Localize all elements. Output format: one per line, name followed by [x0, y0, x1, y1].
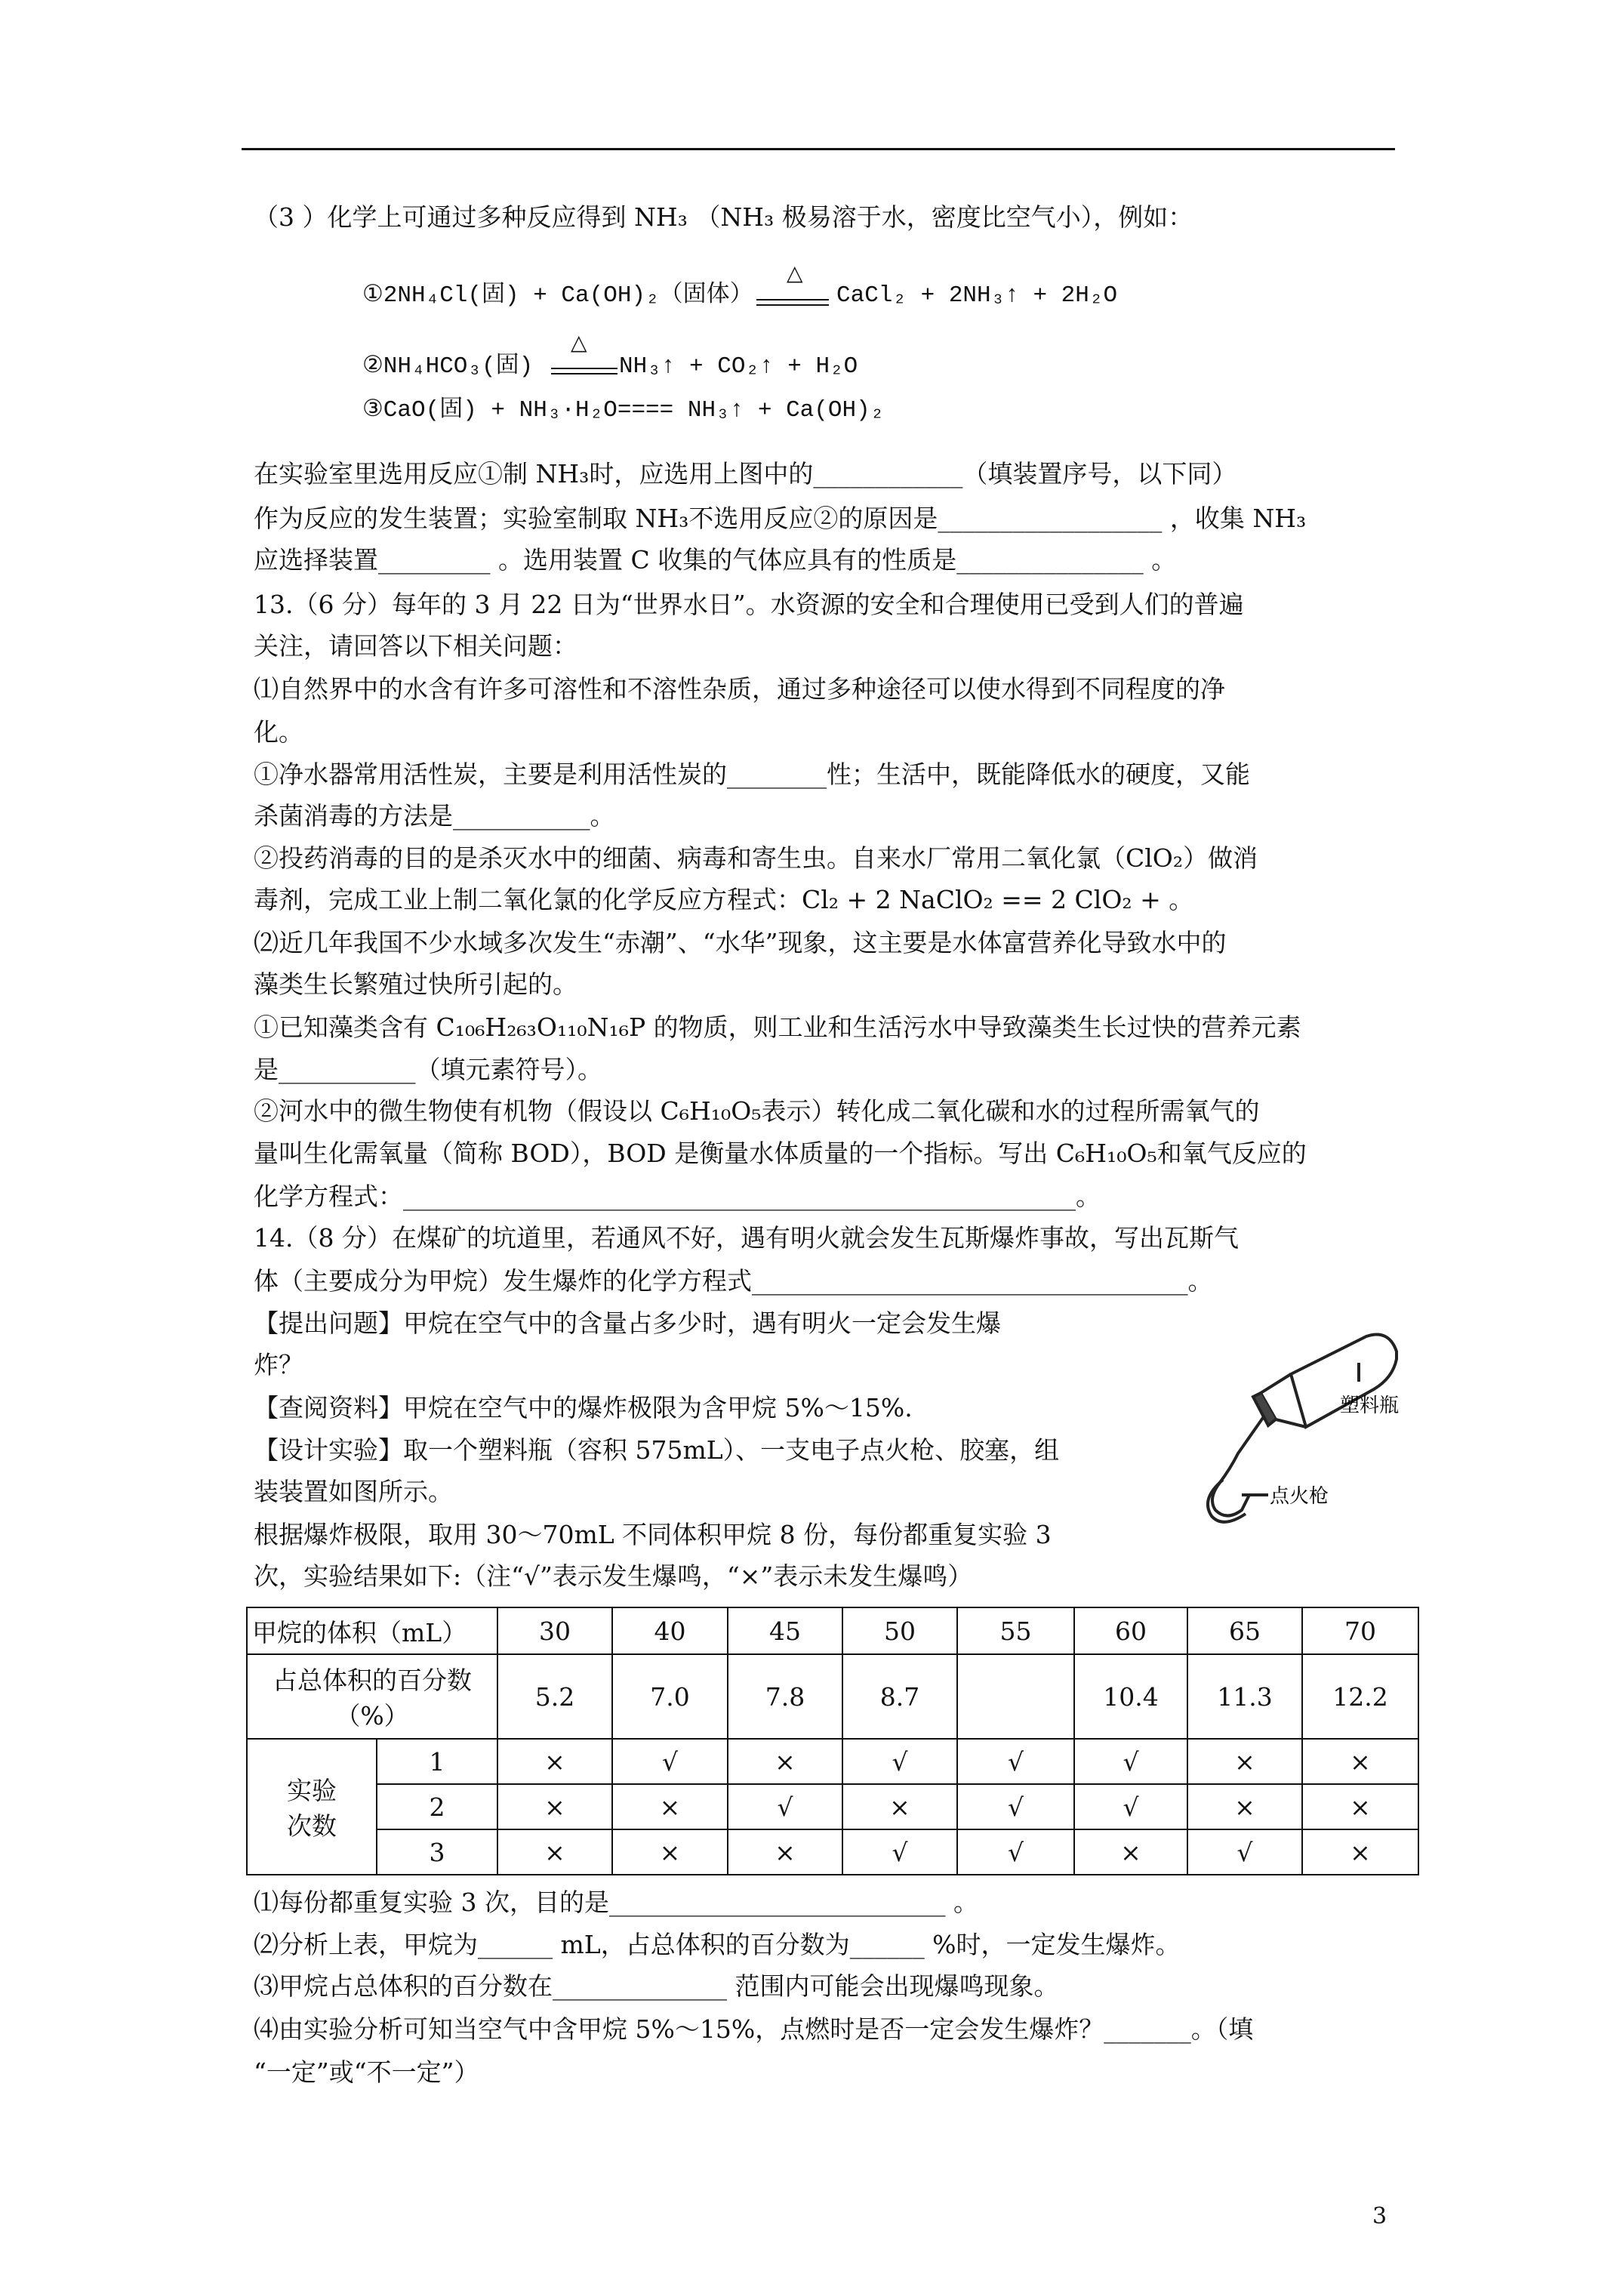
- reaction-2-left: ②NH₄HCO₃(固): [362, 353, 534, 380]
- result-cell: √: [957, 1829, 1074, 1875]
- q14-after-line: ⑶甲烷占总体积的百分数在______________ 范围内可能会出现爆鸣现象。: [254, 1971, 1059, 2001]
- q14-line: 装装置如图所示。: [254, 1477, 453, 1506]
- q14-line: 14.（8 分）在煤矿的坑道里，若通风不好，遇有明火就会发生瓦斯爆炸事故，写出瓦斯气: [254, 1223, 1239, 1253]
- q14-line: 【设计实验】取一个塑料瓶（容积 575mL）、一支电子点火枪、胶塞，组: [254, 1435, 1060, 1465]
- q13-line: 藻类生长繁殖过快所引起的。: [254, 969, 577, 999]
- trial-number: 1: [377, 1739, 497, 1784]
- percent-header: [247, 1654, 497, 1739]
- p3-line: 在实验室里选用反应①制 NH₃时，应选用上图中的____________（填装置序号，以下同）: [254, 459, 1237, 488]
- reaction-2-condition: △: [571, 330, 587, 355]
- table-row: [247, 1739, 1418, 1784]
- intro-text: （3 ）化学上可通过多种反应得到 NH₃ （NH₃ 极易溶于水，密度比空气小），例如：: [254, 202, 1193, 232]
- q13-line: 化。: [254, 717, 303, 747]
- result-cell: ×: [1074, 1829, 1187, 1875]
- table-row: [247, 1607, 1418, 1654]
- reaction-3: ③CaO(固) + NH₃·H₂O==== NH₃↑ + Ca(OH)₂: [362, 397, 885, 424]
- percent-cell: [957, 1654, 1074, 1739]
- q14-line: 炸？: [254, 1350, 303, 1379]
- q13-line: 关注，请回答以下相关问题：: [254, 631, 577, 661]
- q14-after-line: ⑴每份都重复实验 3 次，目的是___________________________ 。: [254, 1888, 978, 1917]
- q13-line: 毒剂，完成工业上制二氧化氯的化学反应方程式：Cl₂ + 2 NaClO₂ == 2 ClO₂ + 。: [254, 885, 1194, 914]
- gun-barrel: [1212, 1416, 1264, 1516]
- trial-number: 3: [377, 1829, 497, 1875]
- q14-line: 【查阅资料】甲烷在空气中的爆炸极限为含甲烷 5%～15%.: [254, 1393, 913, 1422]
- result-cell: ×: [842, 1784, 957, 1829]
- result-cell: √: [612, 1739, 728, 1784]
- volume-cell: 30: [497, 1607, 612, 1654]
- percent-header-unit: （%）: [335, 1701, 409, 1730]
- result-cell: ×: [1187, 1784, 1302, 1829]
- result-cell: ×: [497, 1784, 612, 1829]
- q14-line: 体（主要成分为甲烷）发生爆炸的化学方程式___________________________________。: [254, 1266, 1213, 1296]
- percent-cell: 7.0: [612, 1654, 728, 1739]
- table-row: [247, 1654, 1418, 1739]
- p3-line: 应选择装置_________ 。选用装置 C 收集的气体应具有的性质是_______________ 。: [254, 545, 1177, 575]
- q13-line: 13.（6 分）每年的 3 月 22 日为“世界水日”。水资源的安全和合理使用已受到人们的普遍: [254, 590, 1244, 619]
- reaction-2-equals: [551, 368, 617, 374]
- q14-line: 【提出问题】甲烷在空气中的含量占多少时，遇有明火一定会发生爆: [254, 1308, 1001, 1338]
- q13-line: ①净水器常用活性炭，主要是利用活性炭的________性；生活中，既能降低水的硬度，又能: [254, 760, 1250, 789]
- q13-line: ②投药消毒的目的是杀灭水中的细菌、病毒和寄生虫。自来水厂常用二氧化氯（ClO₂）做消: [254, 843, 1258, 873]
- volume-cell: 70: [1302, 1607, 1418, 1654]
- result-cell: ×: [1302, 1829, 1418, 1875]
- percent-cell: 10.4: [1074, 1654, 1187, 1739]
- q13-line: ①已知藻类含有 C₁₀₆H₂₆₃O₁₁₀N₁₆P 的物质，则工业和生活污水中导致藻类生长过快的营养元素: [254, 1012, 1301, 1042]
- percent-header-line: 占总体积的百分数: [273, 1666, 472, 1695]
- result-cell: √: [957, 1739, 1074, 1784]
- volume-cell: 65: [1187, 1607, 1302, 1654]
- results-table: [246, 1607, 1419, 1875]
- table-row: [247, 1829, 1418, 1875]
- percent-cell: 8.7: [842, 1654, 957, 1739]
- result-cell: √: [1074, 1784, 1187, 1829]
- percent-cell: 7.8: [728, 1654, 842, 1739]
- volume-header: 甲烷的体积（mL）: [247, 1607, 497, 1654]
- result-cell: ×: [612, 1829, 728, 1875]
- result-cell: ×: [1187, 1739, 1302, 1784]
- trial-header: [247, 1739, 377, 1875]
- volume-cell: 40: [612, 1607, 728, 1654]
- result-cell: ×: [728, 1739, 842, 1784]
- percent-cell: 5.2: [497, 1654, 612, 1739]
- header-rule: [242, 148, 1395, 150]
- trial-header-line: 实验: [287, 1776, 337, 1805]
- reaction-1-equals: [756, 299, 829, 306]
- result-cell: √: [957, 1784, 1074, 1829]
- q13-line: 量叫生化需氧量（简称 BOD），BOD 是衡量水体质量的一个指标。写出 C₆H₁₀O₅和氧气反应的: [254, 1139, 1307, 1168]
- result-cell: √: [1187, 1829, 1302, 1875]
- reaction-2-right: NH₃↑ + CO₂↑ + H₂O: [619, 353, 858, 380]
- reaction-1-condition: △: [787, 260, 803, 285]
- reaction-1-left: ①2NH₄Cl(固) + Ca(OH)₂（固体）: [362, 282, 753, 309]
- percent-cell: 11.3: [1187, 1654, 1302, 1739]
- result-cell: ×: [1302, 1784, 1418, 1829]
- reaction-1-right: CaCl₂ + 2NH₃↑ + 2H₂O: [836, 282, 1118, 309]
- q13-line: ②河水中的微生物使有机物（假设以 C₆H₁₀O₅表示）转化成二氧化碳和水的过程所需氧气的: [254, 1096, 1260, 1126]
- trial-header-line: 次数: [287, 1811, 337, 1841]
- q13-line: ⑴自然界中的水含有许多可溶性和不溶性杂质，通过多种途径可以使水得到不同程度的净: [254, 674, 1225, 704]
- q13-line: 化学方程式：______________________________________________________。: [254, 1182, 1101, 1211]
- result-cell: ×: [728, 1829, 842, 1875]
- volume-cell: 55: [957, 1607, 1074, 1654]
- volume-cell: 60: [1074, 1607, 1187, 1654]
- table-row: [247, 1784, 1418, 1829]
- q14-after-line: ⑵分析上表，甲烷为______ mL，占总体积的百分数为______ %时，一定发生爆炸。: [254, 1930, 1181, 1959]
- result-cell: √: [1074, 1739, 1187, 1784]
- q13-line: 杀菌消毒的方法是___________。: [254, 801, 615, 831]
- p3-line: 作为反应的发生装置；实验室制取 NH₃不选用反应②的原因是__________________ ，收集 NH₃: [254, 504, 1307, 533]
- bottle-figure: [1178, 1321, 1404, 1548]
- percent-cell: 12.2: [1302, 1654, 1418, 1739]
- q14-after-line: “一定”或“不一定”）: [254, 2057, 479, 2087]
- result-cell: ×: [1302, 1739, 1418, 1784]
- result-cell: √: [842, 1739, 957, 1784]
- result-cell: ×: [497, 1829, 612, 1875]
- q14-line: 次，实验结果如下:（注“√”表示发生爆鸣，“×”表示未发生爆鸣）: [254, 1561, 973, 1591]
- bottle-label: 塑料瓶: [1340, 1395, 1400, 1417]
- q13-line: ⑵近几年我国不少水域多次发生“赤潮”、“水华”现象，这主要是水体富营养化导致水中的: [254, 928, 1227, 957]
- result-cell: √: [728, 1784, 842, 1829]
- gun-label: 点火枪: [1270, 1485, 1329, 1508]
- volume-cell: 45: [728, 1607, 842, 1654]
- q14-after-line: ⑷由实验分析可知当空气中含甲烷 5%～15%，点燃时是否一定会发生爆炸？_______。（填: [254, 2014, 1254, 2044]
- q13-line: 是___________（填元素符号）。: [254, 1055, 602, 1084]
- volume-cell: 50: [842, 1607, 957, 1654]
- result-cell: ×: [612, 1784, 728, 1829]
- trial-number: 2: [377, 1784, 497, 1829]
- page-number: 3: [1372, 2203, 1387, 2230]
- result-cell: √: [842, 1829, 957, 1875]
- result-cell: ×: [497, 1739, 612, 1784]
- q14-line: 根据爆炸极限，取用 30～70mL 不同体积甲烷 8 份，每份都重复实验 3: [254, 1520, 1052, 1549]
